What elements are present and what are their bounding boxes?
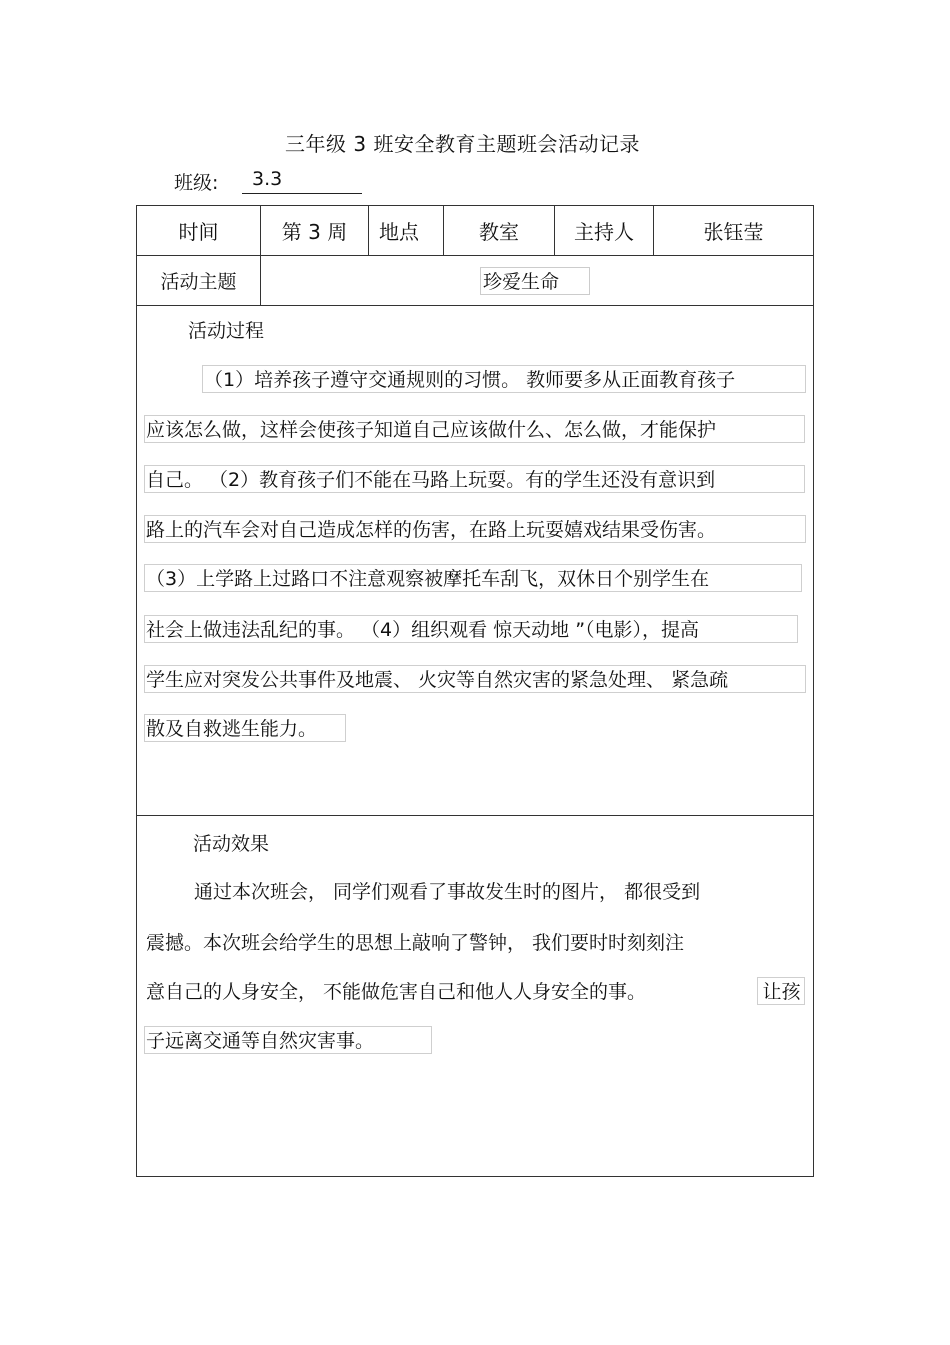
effect-line: 让孩 <box>757 977 805 1005</box>
process-line: 散及自救逃生能力。 <box>144 714 346 742</box>
row-divider <box>137 815 813 816</box>
effect-heading: 活动效果 <box>193 833 270 855</box>
column-divider <box>260 255 261 305</box>
host-label: 主持人 <box>574 220 634 244</box>
page-title: 三年级 3 班安全教育主题班会活动记录 <box>285 132 640 156</box>
process-line: （3）上学路上过路口不注意观察被摩托车刮飞，双休日个别学生在 <box>144 564 802 592</box>
class-value: 3.3 <box>242 168 362 194</box>
class-field <box>174 168 283 194</box>
week-value: 第 3 周 <box>281 220 348 244</box>
class-label: 班级: <box>174 172 219 194</box>
process-line: 社会上做违法乱纪的事。 （4）组织观看 惊天动地 ”（电影），提高 <box>144 615 798 643</box>
time-label: 时间 <box>178 220 219 244</box>
process-line: 应该怎么做，这样会使孩子知道自己应该做什么、怎么做，才能保护 <box>144 415 805 443</box>
record-table <box>136 205 814 1177</box>
place-label: 地点 <box>379 220 419 244</box>
place-value: 教室 <box>479 220 519 244</box>
process-line: 路上的汽车会对自己造成怎样的伤害，在路上玩耍嬉戏结果受伤害。 <box>144 515 806 543</box>
process-line: 自己。 （2）教育孩子们不能在马路上玩耍。有的学生还没有意识到 <box>144 465 805 493</box>
effect-line: 子远离交通等自然灾害事。 <box>144 1026 432 1054</box>
process-line: （1）培养孩子遵守交通规则的习惯。 教师要多从正面教育孩子 <box>202 365 806 393</box>
theme-label: 活动主题 <box>160 271 237 293</box>
host-value: 张钰莹 <box>703 220 764 244</box>
process-line: 学生应对突发公共事件及地震、 火灾等自然灾害的紧急处理、 紧急疏 <box>144 665 806 693</box>
effect-line: 通过本次班会， 同学们观看了事故发生时的图片， 都很受到 <box>194 881 701 903</box>
effect-line: 意自己的人身安全， 不能做危害自己和他人人身安全的事。 <box>146 981 647 1003</box>
process-heading: 活动过程 <box>188 320 265 342</box>
effect-line: 震撼。本次班会给学生的思想上敲响了警钟， 我们要时时刻刻注 <box>146 932 685 954</box>
row-divider <box>137 305 813 306</box>
theme-value: 珍爱生命 <box>480 267 590 295</box>
